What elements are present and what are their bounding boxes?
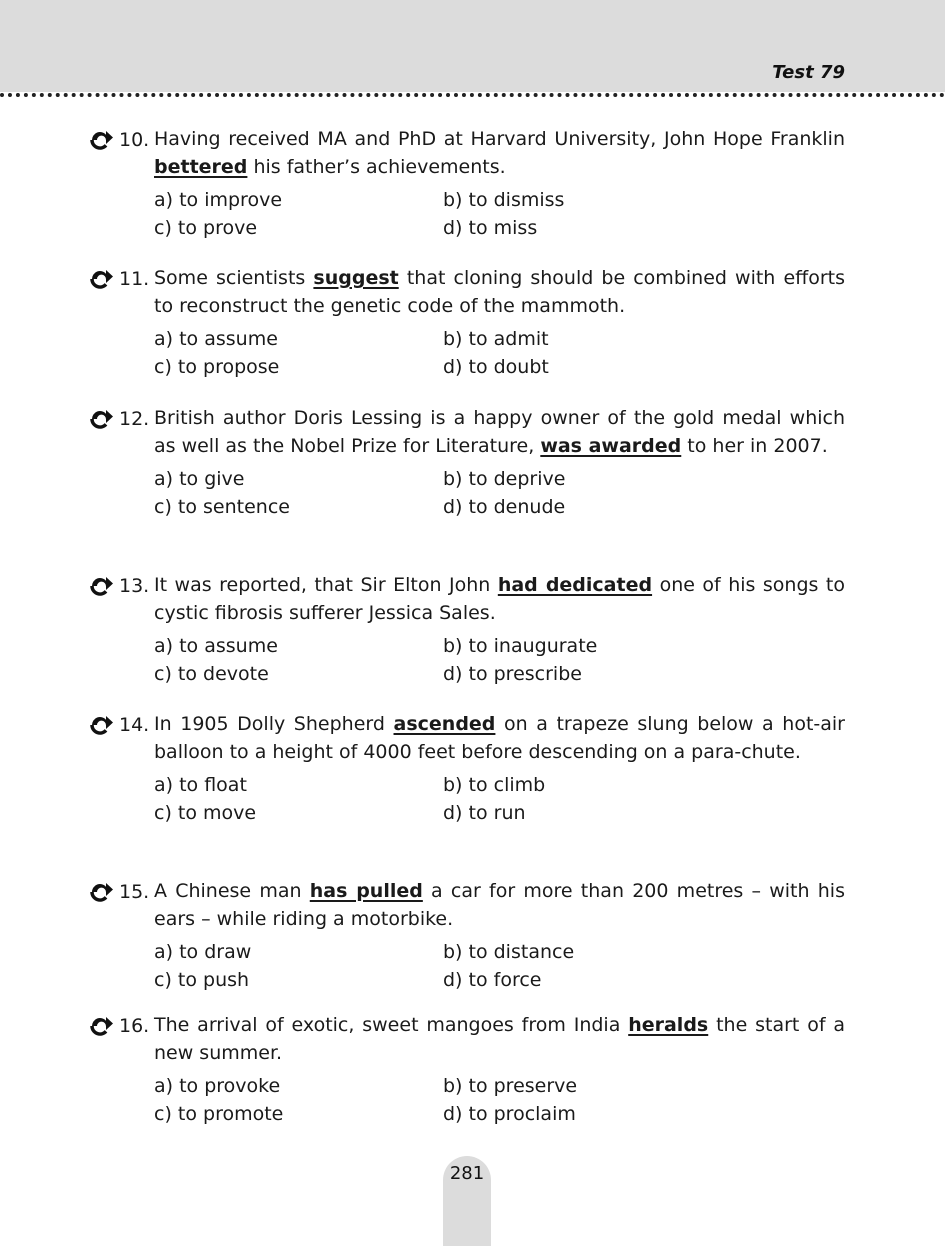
option-b[interactable]: b) to climb (443, 774, 546, 796)
question-text: In 1905 Dolly Shepherd ascended on a trapeze slung below a hot-air balloon to a height of 4000 feet before descending on a para-chute. (154, 713, 845, 763)
target-word: had dedicated (497, 574, 653, 596)
question-15 (88, 878, 845, 994)
answer-options (88, 633, 845, 688)
question-13 (88, 572, 845, 688)
option-a[interactable]: a) to give (154, 468, 245, 490)
arrow-bullet-icon (88, 267, 116, 291)
arrow-bullet-icon (88, 713, 116, 737)
option-b[interactable]: b) to preserve (443, 1075, 578, 1097)
answer-options (88, 187, 845, 242)
option-b[interactable]: b) to inaugurate (443, 635, 598, 657)
answer-options (88, 1073, 845, 1128)
question-14 (88, 711, 845, 827)
question-number: 10. (119, 129, 150, 151)
option-c[interactable]: c) to promote (154, 1102, 284, 1125)
arrow-bullet-icon (88, 1014, 116, 1038)
question-number: 14. (119, 714, 150, 736)
option-b[interactable]: b) to distance (443, 941, 575, 963)
dotted-divider (0, 93, 945, 97)
question-number: 16. (119, 1015, 150, 1037)
option-c[interactable]: c) to devote (154, 662, 269, 685)
question-text: It was reported, that Sir Elton John had dedicated one of his songs to cystic fibrosis sufferer Jessica Sales. (154, 574, 845, 624)
option-b[interactable]: b) to admit (443, 328, 549, 350)
option-c[interactable]: c) to propose (154, 355, 280, 378)
arrow-bullet-icon (88, 574, 116, 598)
option-d[interactable]: d) to doubt (443, 355, 549, 378)
target-word: has pulled (309, 880, 423, 902)
target-word: ascended (393, 713, 496, 735)
question-text: The arrival of exotic, sweet mangoes from India heralds the start of a new summer. (154, 1014, 845, 1064)
option-d[interactable]: d) to proclaim (443, 1102, 576, 1125)
question-number: 13. (119, 575, 150, 597)
option-a[interactable]: a) to provoke (154, 1075, 281, 1097)
question-number: 15. (119, 881, 150, 903)
option-d[interactable]: d) to run (443, 801, 526, 824)
option-c[interactable]: c) to move (154, 801, 257, 824)
arrow-bullet-icon (88, 407, 116, 431)
option-c[interactable]: c) to sentence (154, 495, 290, 518)
question-number: 12. (119, 408, 150, 430)
question-12 (88, 405, 845, 521)
target-word: suggest (313, 267, 399, 289)
option-a[interactable]: a) to assume (154, 328, 278, 350)
question-11 (88, 265, 845, 381)
question-text: A Chinese man has pulled a car for more than 200 metres – with his ears – while riding a motorbike. (154, 880, 845, 930)
option-b[interactable]: b) to deprive (443, 468, 566, 490)
option-a[interactable]: a) to float (154, 774, 247, 796)
target-word: heralds (628, 1014, 709, 1036)
option-a[interactable]: a) to improve (154, 189, 283, 211)
question-text: Having received MA and PhD at Harvard University, John Hope Franklin bettered his father’s achievements. (154, 128, 845, 178)
target-word: bettered (154, 155, 248, 178)
answer-options (88, 939, 845, 994)
arrow-bullet-icon (88, 880, 116, 904)
page-number: 281 (449, 1163, 485, 1184)
option-b[interactable]: b) to dismiss (443, 189, 565, 211)
target-word: was awarded (540, 434, 682, 457)
option-c[interactable]: c) to push (154, 968, 250, 991)
option-c[interactable]: c) to prove (154, 216, 258, 239)
question-10 (88, 126, 845, 242)
answer-options (88, 466, 845, 521)
option-a[interactable]: a) to assume (154, 635, 278, 657)
arrow-bullet-icon (88, 128, 116, 152)
option-d[interactable]: d) to force (443, 968, 542, 991)
question-text: British author Doris Lessing is a happy owner of the gold medal which as well as the Nobel Prize for Literature, was awarded to her in 2007. (154, 407, 845, 457)
test-label: Test 79 (772, 62, 845, 83)
option-d[interactable]: d) to denude (443, 495, 566, 518)
question-text: Some scientists suggest that cloning should be combined with efforts to reconstruct the genetic code of the mammoth. (154, 267, 846, 317)
option-a[interactable]: a) to draw (154, 941, 252, 963)
answer-options (88, 772, 845, 827)
option-d[interactable]: d) to miss (443, 216, 538, 239)
option-d[interactable]: d) to prescribe (443, 662, 582, 685)
answer-options (88, 326, 845, 381)
question-number: 11. (119, 268, 150, 290)
question-16 (88, 1012, 845, 1128)
